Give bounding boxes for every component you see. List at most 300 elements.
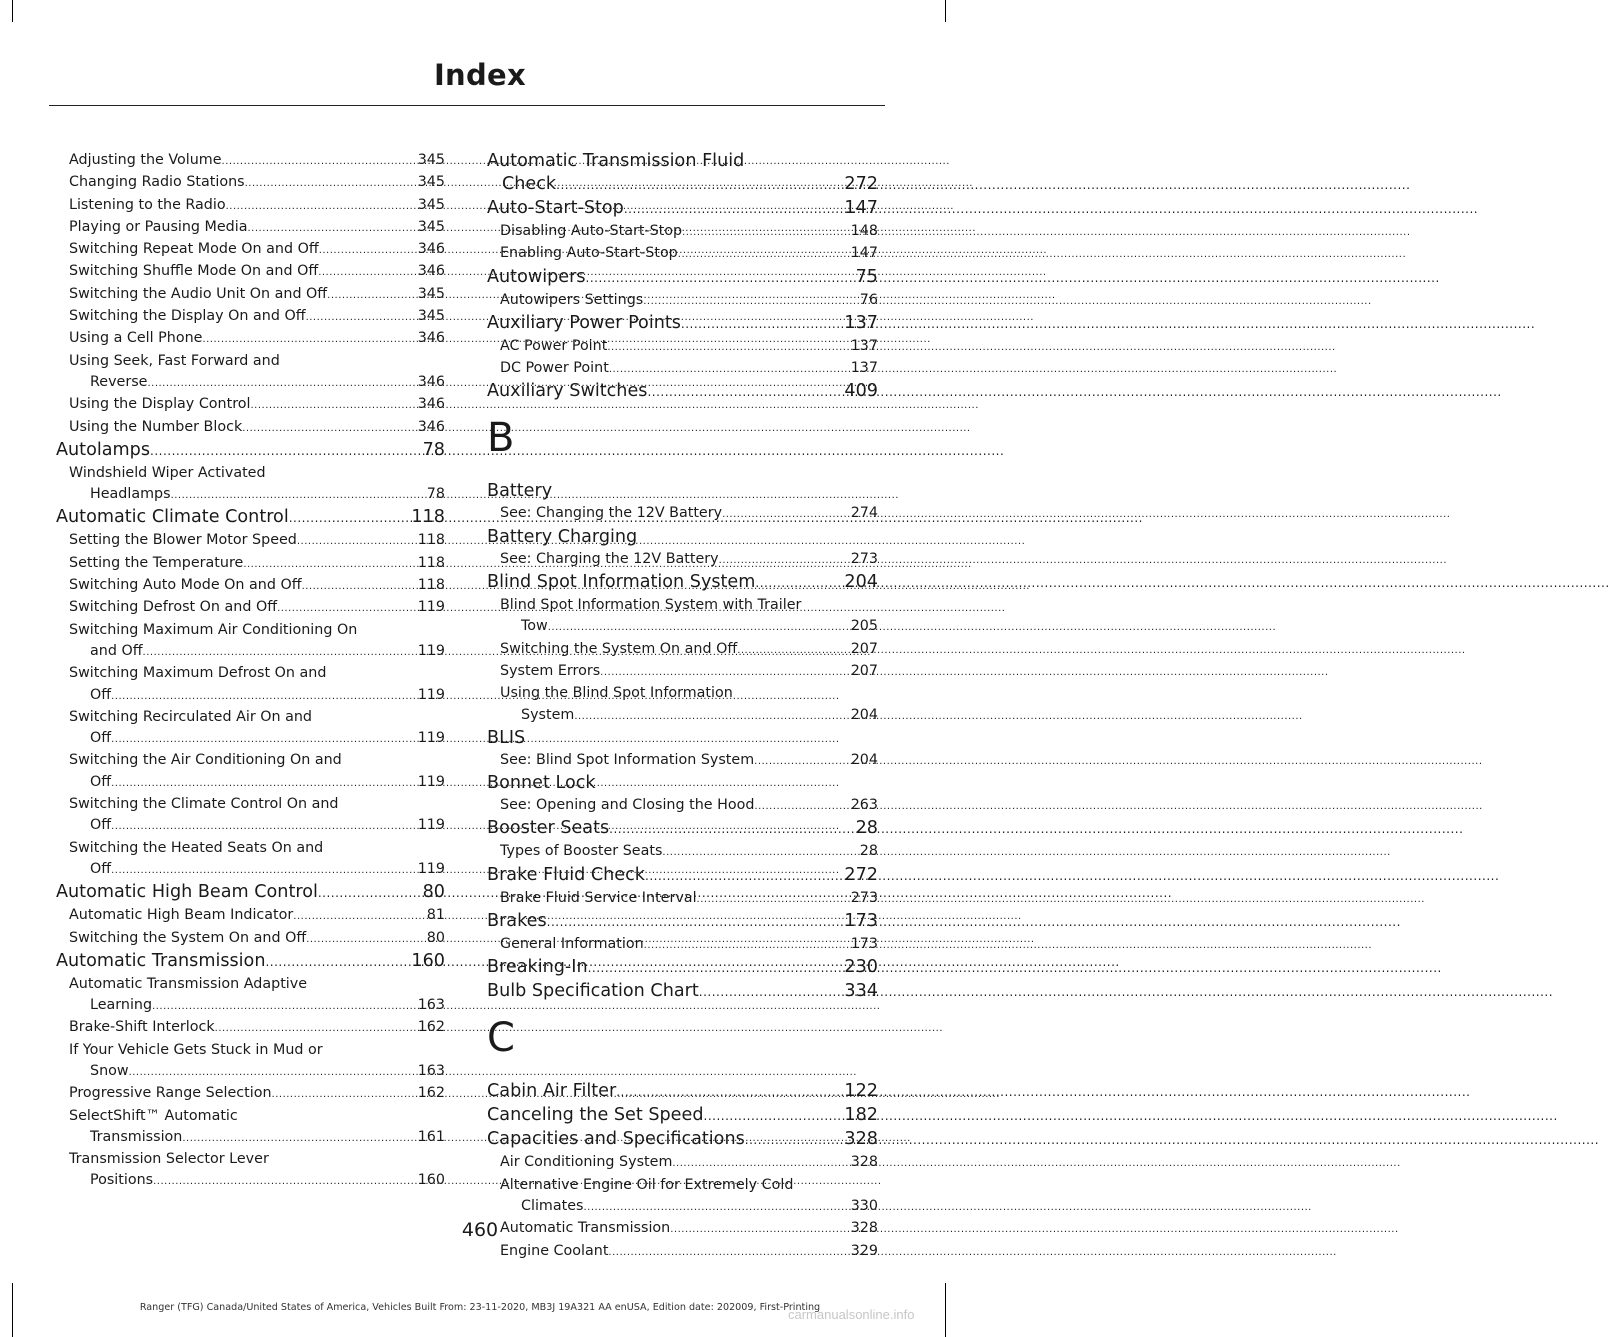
page-ref[interactable]: 409 [844,381,878,402]
page-ref[interactable]: 122 [844,1081,878,1102]
dot-leader [277,598,418,619]
page-ref[interactable]: 207 [850,640,878,657]
entry-text: Brake Fluid Service Interval [500,889,697,906]
index-entry [56,439,445,463]
dot-leader [182,1128,417,1149]
page-ref[interactable]: 119 [417,817,445,834]
page-ref[interactable]: 328 [844,1129,878,1150]
entry-text: Check [502,174,557,194]
entry-row [500,1196,878,1218]
dot-leader [645,865,844,888]
dot-leader [327,285,418,306]
entry-text: Adjusting the Volume [69,152,222,168]
entry-text: Off [90,730,112,747]
entry-row [500,616,878,638]
page-ref[interactable]: 204 [850,751,878,768]
index-subentry [56,1106,445,1150]
dot-leader [226,196,418,217]
page-ref[interactable]: 272 [844,174,878,194]
entry-text: See: Opening and Closing the Hood [500,797,755,814]
index-subentry [487,1241,878,1263]
entry-text: Listening to the Radio [69,196,226,213]
index-subentry [56,928,445,950]
entry-text: Off [90,773,112,790]
page-ref[interactable]: 345 [417,196,445,213]
page-ref[interactable]: 147 [844,198,878,218]
index-subentry [56,1017,445,1039]
index-column-right [487,150,878,1263]
dot-leader [754,796,850,817]
index-subentry [487,795,878,817]
dot-leader [265,951,411,974]
page-ref[interactable]: 160 [411,950,445,971]
entry-row [500,661,878,683]
dot-leader [745,1129,845,1152]
dot-leader [171,485,427,506]
entry-text: Changing Radio Stations [69,174,245,191]
page-ref[interactable]: 345 [417,218,445,235]
entry-text: See: Charging the 12V Battery [500,550,719,567]
entry-row [500,503,878,525]
page-ref[interactable]: 163 [417,997,445,1014]
entry-text: Switching the System On and Off [500,640,738,657]
page-ref[interactable]: 272 [844,864,878,885]
entry-row [487,571,878,595]
index-entry [487,150,878,197]
entry-text-lead: If Your Vehicle Gets Stuck in Mud or [69,1041,323,1058]
page-ref[interactable]: 346 [417,373,445,390]
page-ref[interactable]: 119 [417,686,445,703]
dot-leader [202,329,417,350]
page-ref[interactable]: 137 [850,337,878,354]
dot-leader [150,440,423,463]
entry-row [69,484,445,506]
entry-text-lead: Switching Maximum Defrost On and [69,665,327,682]
page-ref[interactable]: 119 [417,599,445,616]
entry-row [500,243,878,265]
dot-leader [129,1062,418,1083]
dot-leader [574,706,850,727]
page-ref[interactable]: 162 [417,1085,445,1102]
page-ref[interactable]: 345 [417,285,445,302]
dot-leader [643,291,860,312]
entry-row [487,1080,878,1104]
entry-text: Switching Auto Mode On and Off [69,577,302,594]
page-ref[interactable]: 273 [850,889,878,906]
entry-row [56,506,445,530]
dot-leader [289,507,412,530]
index-heading: BLIS [487,727,526,748]
page-ref[interactable]: 78 [426,486,445,503]
entry-row [487,173,878,197]
dot-leader [306,307,418,328]
index-subentry [487,750,878,772]
page-ref[interactable]: 119 [417,773,445,790]
entry-text: Off [90,686,112,703]
page-ref[interactable]: 78 [422,439,445,460]
entry-text: Brake-Shift Interlock [69,1019,215,1036]
dot-leader [737,640,851,661]
entry-text: Automatic Transmission [56,950,266,971]
page-ref[interactable]: 334 [844,981,878,1002]
entry-row [69,905,445,927]
page-ref[interactable]: 230 [844,957,878,978]
entry-text: and Off [90,642,143,659]
index-entry [487,266,878,290]
page-ref[interactable]: 137 [844,312,878,333]
index-subentry [56,707,445,751]
page-ref[interactable]: 162 [417,1019,445,1036]
index-subentry [487,358,878,380]
entry-row [69,172,445,194]
entry-row [487,1104,878,1128]
entry-text-lead: Automatic Transmission Fluid [487,151,745,171]
entry-row [500,841,878,863]
index-column-left [56,150,445,1193]
index-subentry [56,217,445,239]
index-subentry [487,934,878,956]
entry-row [500,1152,878,1174]
entry-row [500,1241,878,1263]
entry-text: Using the Display Control [69,396,251,413]
page-title: Index [433,58,527,92]
entry-text: Switching Repeat Mode On and Off [69,241,319,258]
entry-text: AC Power Point [500,337,608,354]
crop-mark-top-right [945,0,946,22]
entry-text: Using a Cell Phone [69,330,203,347]
dot-leader [682,222,851,243]
index-subentry [487,639,878,661]
entry-text-lead: Alternative Engine Oil for Extremely Cold [500,1176,794,1193]
entry-row [69,217,445,239]
page-ref[interactable]: 263 [850,797,878,814]
entry-text: System Errors [500,662,601,679]
page-ref[interactable]: 80 [426,929,445,946]
index-subentry [56,663,445,707]
dot-leader [272,1084,418,1105]
entry-row [69,1061,445,1083]
entry-row [500,549,878,571]
entry-text: Progressive Range Selection [69,1085,272,1102]
dot-leader [681,313,844,336]
index-subentry [56,394,445,416]
index-subentry [56,1040,445,1084]
index-entry [487,817,878,841]
entry-text: Bulb Specification Chart [487,981,699,1002]
dot-leader [222,151,418,172]
page-ref[interactable]: 118 [417,532,445,549]
page-ref[interactable]: 173 [850,936,878,953]
entry-text: See: Blind Spot Information System [500,751,755,768]
index-subentry [487,549,878,571]
dot-leader [153,1171,418,1192]
entry-text: Switching Shuffle Mode On and Off [69,263,319,280]
index-entry [487,571,878,595]
entry-row [56,950,445,974]
entry-row [500,221,878,243]
index-entry [487,910,878,934]
page-ref[interactable]: 330 [850,1197,878,1214]
page-ref[interactable]: 137 [850,360,878,377]
page-ref[interactable]: 80 [422,882,445,903]
dot-leader [247,218,417,239]
index-subentry [56,575,445,597]
entry-row [500,290,878,312]
entry-row [487,1128,878,1152]
entry-text: Autowipers [487,266,586,287]
entry-row [500,358,878,380]
entry-text: Air Conditioning System [500,1154,673,1171]
entry-row [69,394,445,416]
index-subentry [487,888,878,910]
entry-row [69,928,445,950]
entry-row [500,934,878,956]
dot-leader [111,860,418,881]
dot-leader [147,373,417,394]
entry-row [69,150,445,172]
dot-leader [754,751,851,772]
entry-row [487,312,878,336]
dot-leader [152,996,418,1017]
index-subentry [487,1152,878,1174]
dot-leader [306,929,427,950]
entry-text-lead: Using Seek, Fast Forward and [69,352,280,369]
index-entry [487,956,878,980]
index-subentry [487,336,878,358]
entry-row [69,553,445,575]
entry-text-lead: Blind Spot Information System with Trailer [500,597,802,614]
entry-text: Reverse [90,373,148,390]
index-subentry [487,290,878,312]
entry-text: General Information [500,936,644,953]
index-entry [487,380,878,404]
entry-text: Auto-Start-Stop [487,198,624,218]
entry-text-lead: Transmission Selector Lever [69,1151,269,1168]
dot-leader [111,729,418,750]
dot-leader [319,240,418,261]
entry-text-lead: Switching the Climate Control On and [69,796,339,813]
page-ref[interactable]: 329 [850,1242,878,1259]
index-subentry [487,243,878,265]
index-subentry [56,351,445,395]
page-ref[interactable]: 81 [426,907,445,924]
page-ref[interactable]: 346 [417,263,445,280]
entry-text-lead: Switching Recirculated Air On and [69,708,313,725]
page-ref[interactable]: 28 [855,818,878,839]
entry-row [69,859,445,881]
entry-text: Cabin Air Filter [487,1081,617,1102]
dot-leader [699,981,845,1004]
page-ref[interactable]: 204 [850,706,878,723]
page-ref[interactable]: 328 [850,1154,878,1171]
dot-leader [586,267,856,290]
entry-row [69,261,445,283]
index-subentry [487,221,878,243]
page-ref[interactable]: 346 [417,418,445,435]
index-heading: Bonnet Lock [487,773,596,794]
index-entry [487,197,878,221]
entry-row [500,336,878,358]
page-ref[interactable]: 346 [417,330,445,347]
entry-row [69,772,445,794]
index-subentry [56,463,445,507]
page-ref[interactable]: 147 [850,245,878,262]
entry-text: Automatic Climate Control [56,507,289,528]
entry-row [69,1083,445,1105]
index-entry [487,980,878,1004]
page-ref[interactable]: 118 [411,507,445,528]
index-subentry [56,261,445,283]
entry-text: DC Power Point [500,360,609,377]
dot-leader [624,198,845,221]
index-subentry [56,417,445,439]
page-ref[interactable]: 75 [855,266,878,287]
entry-text: Capacities and Specifications [487,1129,745,1150]
entry-row [69,417,445,439]
entry-text: Blind Spot Information System [487,572,756,593]
entry-row [487,817,878,841]
entry-text: Tow [521,618,548,635]
entry-row [69,995,445,1017]
index-subentry [56,172,445,194]
index-subentry [56,597,445,619]
dot-leader [111,686,418,707]
dot-leader [583,1197,850,1218]
index-subentry [56,328,445,350]
page-ref[interactable]: 207 [850,662,878,679]
entry-text: Auxiliary Power Points [487,312,681,333]
page-ref[interactable]: 148 [850,223,878,239]
index-subentry [56,553,445,575]
page-ref[interactable]: 119 [417,642,445,659]
page-ref[interactable]: 163 [417,1062,445,1079]
dot-leader [302,576,418,597]
page-ref[interactable]: 205 [850,618,878,635]
page-ref[interactable]: 345 [417,308,445,325]
entry-text: Types of Booster Seats [500,843,663,860]
dot-leader [245,173,418,194]
entry-row [69,306,445,328]
entry-row [69,328,445,350]
entry-text: Off [90,817,112,834]
entry-row [500,888,878,910]
dot-leader [111,816,418,837]
index-subentry [56,1149,445,1193]
page-ref[interactable]: 28 [859,843,878,860]
entry-text: Using the Number Block [69,418,243,435]
entry-text-lead: Switching the Air Conditioning On and [69,752,342,769]
entry-row [500,705,878,727]
page-ref[interactable]: 119 [417,730,445,747]
page-ref[interactable]: 346 [417,241,445,258]
page-ref[interactable]: 119 [417,860,445,877]
entry-text: Setting the Temperature [69,554,244,571]
section-letter: B [487,415,515,462]
entry-text: Switching Defrost On and Off [69,599,278,616]
footer-text: Ranger (TFG) Canada/United States of America, Vehicles Built From: 23-11-2020, MB3J 19A321 AA enUSA, Edition date: 202009, First-Printing [139,1302,821,1313]
page-ref[interactable]: 182 [844,1105,878,1126]
dot-leader [609,818,855,841]
entry-text: Automatic High Beam Control [56,882,318,903]
entry-text: Engine Coolant [500,1242,609,1259]
page-ref[interactable]: 328 [850,1220,878,1237]
entry-row [487,864,878,888]
dot-leader [719,550,851,571]
dot-leader [548,617,851,638]
dot-leader [722,504,851,525]
entry-row [69,597,445,619]
entry-text: See: Changing the 12V Battery [500,505,723,522]
page-ref[interactable]: 273 [850,550,878,567]
entry-text: Autolamps [56,439,150,460]
entry-row [500,750,878,772]
entry-text: Disabling Auto-Start-Stop [500,223,683,239]
entry-row [69,372,445,394]
entry-row [69,1127,445,1149]
entry-text-lead: Windshield Wiper Activated [69,464,266,481]
index-subentry [56,1083,445,1105]
page-ref[interactable]: 345 [417,152,445,168]
index-subentry [56,838,445,882]
entry-row [487,380,878,404]
page-ref[interactable]: 118 [417,577,445,594]
entry-text: Positions [90,1172,154,1189]
page-ref[interactable]: 118 [417,554,445,571]
entry-text: Canceling the Set Speed [487,1105,704,1126]
entry-row [56,881,445,905]
dot-leader [251,395,418,416]
page-ref[interactable]: 160 [417,1172,445,1189]
entry-row [69,284,445,306]
index-subentry [487,503,878,525]
index-subentry [56,530,445,552]
dot-leader [143,642,418,663]
entry-row [487,956,878,980]
page-ref[interactable]: 204 [844,572,878,593]
index-subentry [56,306,445,328]
page-ref[interactable]: 161 [417,1128,445,1145]
index-subentry [487,661,878,683]
index-heading: Battery Charging [487,526,638,547]
entry-row [69,728,445,750]
entry-text: Snow [90,1062,129,1079]
index-subentry [487,683,878,727]
entry-text: Automatic Transmission [500,1220,671,1237]
page-ref[interactable]: 173 [844,911,878,932]
entry-row [69,1017,445,1039]
dot-leader [609,359,851,380]
watermark: carmanualsonline.info [788,1307,915,1322]
page-ref[interactable]: 274 [850,505,878,522]
entry-row [500,795,878,817]
dot-leader [600,662,851,683]
page-ref[interactable]: 345 [417,174,445,191]
entry-row [487,910,878,934]
page-ref[interactable]: 346 [417,396,445,413]
entry-text: Enabling Auto-Start-Stop [500,245,678,262]
page-ref[interactable]: 76 [859,291,878,308]
entry-text: Auxiliary Switches [487,381,648,402]
index-subentry [56,195,445,217]
entry-text: Switching the Audio Unit On and Off [69,285,328,302]
index-entry [487,1080,878,1104]
dot-leader [111,773,418,794]
dot-leader [318,882,423,905]
index-subentry [56,750,445,794]
crop-mark-top-left [12,0,13,22]
index-entry [487,1128,878,1152]
dot-leader [704,1105,845,1128]
